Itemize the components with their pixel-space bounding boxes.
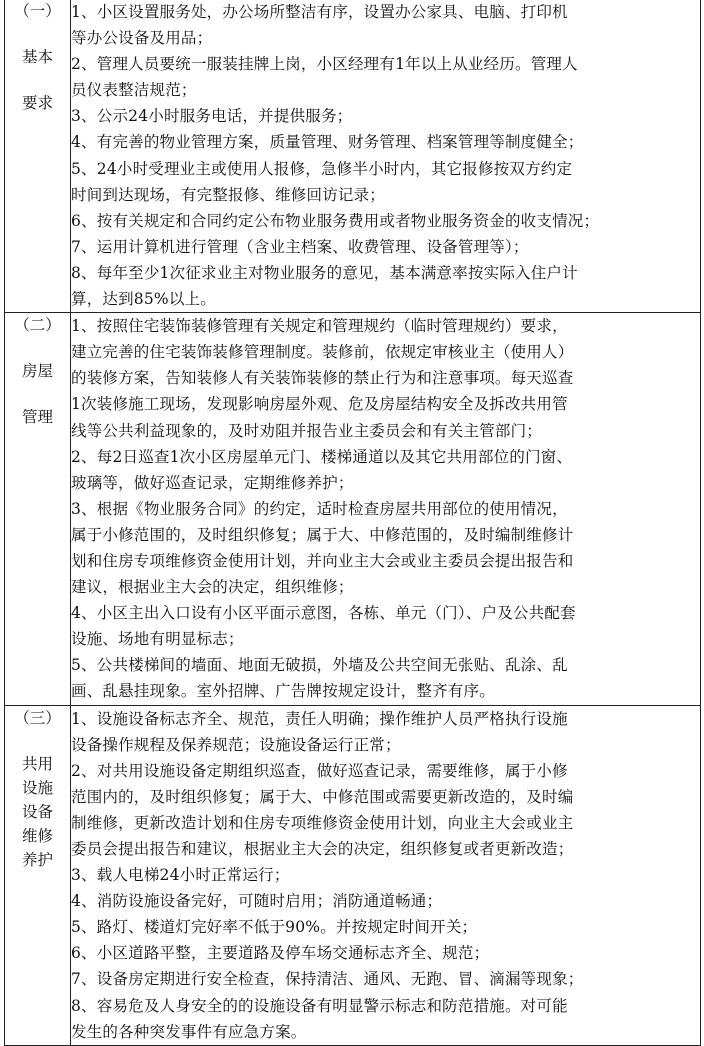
section-facilities-category [5, 705, 71, 1045]
content-line: 3、载人电梯24小时正常运行； [71, 866, 290, 885]
content-line: 画、乱悬挂现象。室外招牌、广告牌按规定设计，整齐有序。 [71, 682, 495, 701]
section-basic-number: （一） [14, 2, 61, 20]
content-line: 设施、场地有明显标志； [71, 630, 244, 649]
content-line: 4、小区主出入口设有小区平面示意图，各栋、单元（门）、户及公共配套 [71, 604, 576, 623]
content-line: 建议，根据业主大会的决定，组织维修； [71, 578, 354, 597]
content-line: 4、消防设施设备完好，可随时启用；消防通道畅通； [71, 892, 443, 911]
content-line: 8、容易危及人身安全的的设施设备有明显警示标志和防范措施。对可能 [71, 996, 568, 1015]
content-line: 1、设施设备标志齐全、规范，责任人明确；操作维护人员严格执行设施 [71, 709, 568, 728]
content-line: 算，达到85%以上。 [71, 290, 216, 309]
section-basic-title-top: 基本 [21, 48, 53, 66]
content-line: 范围内的，及时组织修复；属于大、中修范围或需要更新改造的，及时编 [71, 787, 574, 806]
content-line: 8、每年至少1次征求业主对物业服务的意见，基本满意率按实际入住户计 [71, 263, 578, 282]
content-line: 委员会提出报告和建议，根据业主大会的决定，组织修复或者更新改造； [71, 840, 574, 858]
section-facilities-title-5: 养护 [21, 850, 53, 869]
content-line: 的装修方案，告知装修人有关装饰装修的禁止行为和注意事项。每天巡查 [71, 369, 574, 388]
content-line: 5、公共楼梯间的墙面、地面无破损，外墙及公共空间无张贴、乱涂、乱 [71, 656, 568, 675]
section-facilities-title-1: 共用 [21, 754, 53, 773]
content-line: 2、管理人员要统一服装挂牌上岗，小区经理有1年以上从业经历。管理人 [71, 55, 578, 74]
section-housing-title-bottom: 管理 [21, 408, 53, 427]
section-housing-row [5, 313, 701, 705]
section-facilities-row [5, 705, 701, 1045]
content-line: 线等公共利益现象的，及时劝阻并报告业主委员会和有关主管部门； [71, 421, 543, 440]
content-line: 员仪表整洁规范； [71, 81, 197, 100]
content-line: 6、按有关规定和合同约定公布物业服务费用或者物业服务资金的收支情况； [71, 211, 600, 230]
section-housing-number: （二） [14, 316, 61, 335]
content-line: 2、每2日巡查1次小区房屋单元门、楼梯通道以及其它共用部位的门窗、 [71, 447, 573, 466]
service-standard-table [4, 0, 701, 1046]
content-line: 建立完善的住宅装饰装修管理制度。装修前，依规定审核业主（使用人） [71, 343, 574, 362]
content-line: 划和住房专项维修资金使用计划，并向业主大会或业主委员会提出报告和 [71, 551, 574, 570]
section-facilities-content [71, 705, 701, 1045]
content-line: 制维修，更新改造计划和住房专项维修资金使用计划，向业主大会或业主 [71, 813, 574, 832]
content-line: 等办公设备及用品； [71, 29, 213, 48]
content-line: 设备操作规程及保养规范；设施设备运行正常； [71, 735, 401, 754]
section-basic-category [5, 0, 71, 313]
content-line: 3、根据《物业服务合同》的约定，适时检查房屋共用部位的使用情况， [71, 499, 568, 518]
section-housing-title-top: 房屋 [21, 362, 53, 381]
section-housing-category [5, 313, 71, 705]
section-basic-title-bottom: 要求 [21, 94, 53, 112]
content-line: 3、公示24小时服务电话，并提供服务； [71, 107, 353, 126]
section-basic-row [5, 0, 701, 313]
section-facilities-title-4: 维修 [21, 826, 53, 845]
content-line: 7、运用计算机进行管理（含业主档案、收费管理、设备管理等）； [71, 237, 529, 256]
section-basic-content [71, 0, 701, 313]
content-line: 6、小区道路平整，主要道路及停车场交通标志齐全、规范； [71, 944, 490, 963]
content-line: 1、按照住宅装饰装修管理有关规定和管理规约（临时管理规约）要求， [71, 317, 568, 336]
content-line: 时间到达现场，有完整报修、维修回访记录； [71, 185, 386, 204]
content-line: 7、设备房定期进行安全检查，保持清洁、通风、无跑、冒、滴漏等现象； [71, 970, 584, 989]
content-line: 2、对共用设施设备定期组织巡查，做好巡查记录，需要维修，属于小修 [71, 761, 568, 780]
content-line: 4、有完善的物业管理方案，质量管理、财务管理、档案管理等制度健全； [71, 133, 584, 152]
content-line: 1次装修施工现场，发现影响房屋外观、危及房屋结构安全及拆改共用管 [71, 395, 568, 414]
section-housing-content [71, 313, 701, 705]
content-line: 玻璃等，做好巡查记录，定期维修养护； [71, 473, 354, 492]
content-line: 5、路灯、楼道灯完好率不低于90%。并按规定时间开关； [71, 918, 478, 937]
content-line: 属于小修范围的，及时组织修复；属于大、中修范围的，及时编制维修计 [71, 525, 574, 544]
section-facilities-title-3: 设备 [21, 802, 53, 821]
section-facilities-title-2: 设施 [21, 778, 53, 797]
content-line: 5、24小时受理业主或使用人报修，急修半小时内，其它报修按双方约定 [71, 159, 573, 178]
section-facilities-number: （三） [14, 708, 61, 727]
content-line: 发生的各种突发事件有应急方案。 [71, 1022, 307, 1041]
content-line: 1、小区设置服务处，办公场所整洁有序，设置办公家具、电脑、打印机 [71, 3, 568, 21]
